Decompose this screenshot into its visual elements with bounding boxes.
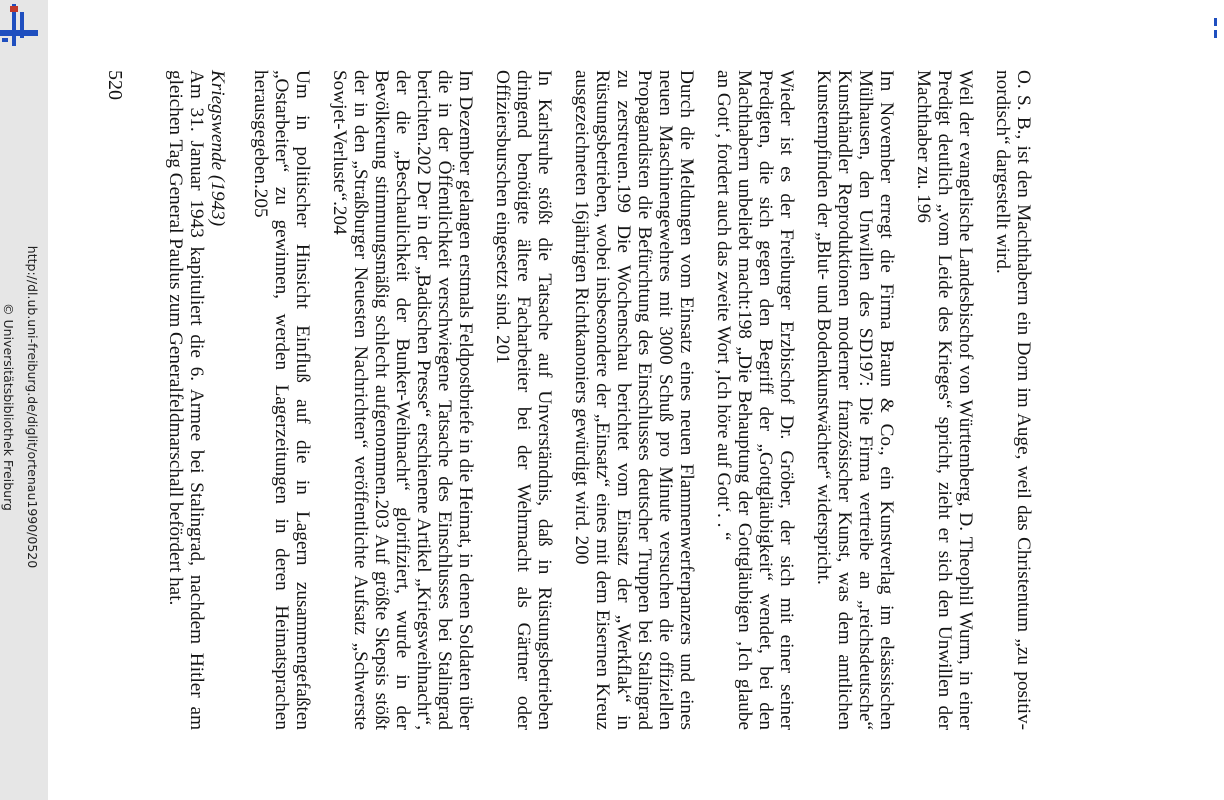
left-sidebar — [0, 0, 48, 800]
copyright-notice: © Universitätsbibliothek Freiburg — [1, 303, 16, 511]
paragraph: Am 31. Januar 1943 kapituliert die 6. Armee bei Stalingrad, nachdem Hitler am gleichen Tag General Paulus zum Generalfeldmarschall befördert hat. — [165, 70, 207, 730]
paragraph: In Karlsruhe stößt die Tatsache auf Unverständnis, daß in Rüstungsbetrieben dringend benötigte ältere Facharbeiter bei der Wehrmacht als Gärtner oder Offiziersburschen eingesetzt sind. 201 — [492, 70, 555, 730]
page-content-rotated — [104, 0, 1124, 800]
paragraph: Durch die Meldungen vom Einsatz eines neuen Flammenwerferpanzers und eines neuen Maschinengewehres mit 3000 Schuß pro Minute versuchen die offiziellen Propagandisten die Befürchtung des Einschlusses deutscher Truppen bei Stalingrad zu zerstreuen.199 Die Wochenschau berichtet vom Einsatz der „Werkflak“ in Rüstungsbetrieben, wobei insbesondere der „Einsatz“ eines mit dem Eisernen Kreuz ausgezeichneten 16jährigen Richtkanoniers gewürdigt wird. 200 — [571, 70, 697, 730]
paragraph: O. S. B., ist den Machthabern ein Dorn im Auge, weil das Christentum „zu positiv-nordisch“ dargestellt wird. — [992, 70, 1034, 730]
page-number: 520 — [104, 70, 126, 100]
paragraph: Im November erregt die Firma Braun & Co., ein Kunstverlag im elsässischen Mülhausen, den Unwillen des SD197: Die Firma vertreibe an „reichsdeutsche“ Kunsthändler Reproduktionen moderner französischer Kunst, was dem amtlichen Kunstempfinden der „Blut- und Bodenkunstwächter“ widerspricht. — [813, 70, 897, 730]
section-heading: Kriegswende (1943) — [207, 70, 228, 227]
scanned-page — [104, 0, 1124, 800]
source-url[interactable]: http://dl.ub.uni-freiburg.de/diglit/ortenau1990/0520 — [25, 245, 40, 569]
edge-marker-icon — [1213, 18, 1218, 40]
paragraph: Wieder ist es der Freiburger Erzbischof Dr. Gröber, der sich mit einer seiner Predigten, die sich gegen den Begriff der „Gottgläubigkeit“ wendet, bei den Machthabern unbeliebt macht:198 „Die Behauptung der Gottgläubigen ‚Ich glaube an Gott‘, fordert auch das zweite Wort ‚Ich höre auf Gott‘. . “ — [713, 70, 797, 730]
paragraph: Im Dezember gelangen erstmals Feldpostbriefe in die Heimat, in denen Soldaten über die in der Öffentlichkeit verschwiegene Tatsache des Einschlusses bei Stalingrad berichten.202 Der in der „Badischen Presse“ erschienene Artikel „Kriegsweihnacht“, der die „Beschaulichkeit der Bunker-Weihnacht“ glorifiziert, wurde in der Bevölkerung stimmungsmäßig schlecht aufgenommen.203 Auf größte Skepsis stößt der in den „Straßburger Neuesten Nachrichten“ veröffentlichte Aufsatz „Schwerste Sowjet-Verluste“.204 — [329, 70, 476, 730]
paragraph: Weil der evangelische Landesbischof von Württemberg, D. Theophil Wurm, in einer Predigt deutlich „vom Leide des Krieges“ spricht, zieht er sich den Unwillen der Machthaber zu. 196 — [913, 70, 976, 730]
page-text-block — [104, 70, 1034, 730]
paragraph: Um in politischer Hinsicht Einfluß auf die in Lagern zusammengefaßten „Ostarbeiter“ zu gewinnen, werden Lagerzeitungen in deren Heimatsprachen herausgegeben.205 — [250, 70, 313, 730]
